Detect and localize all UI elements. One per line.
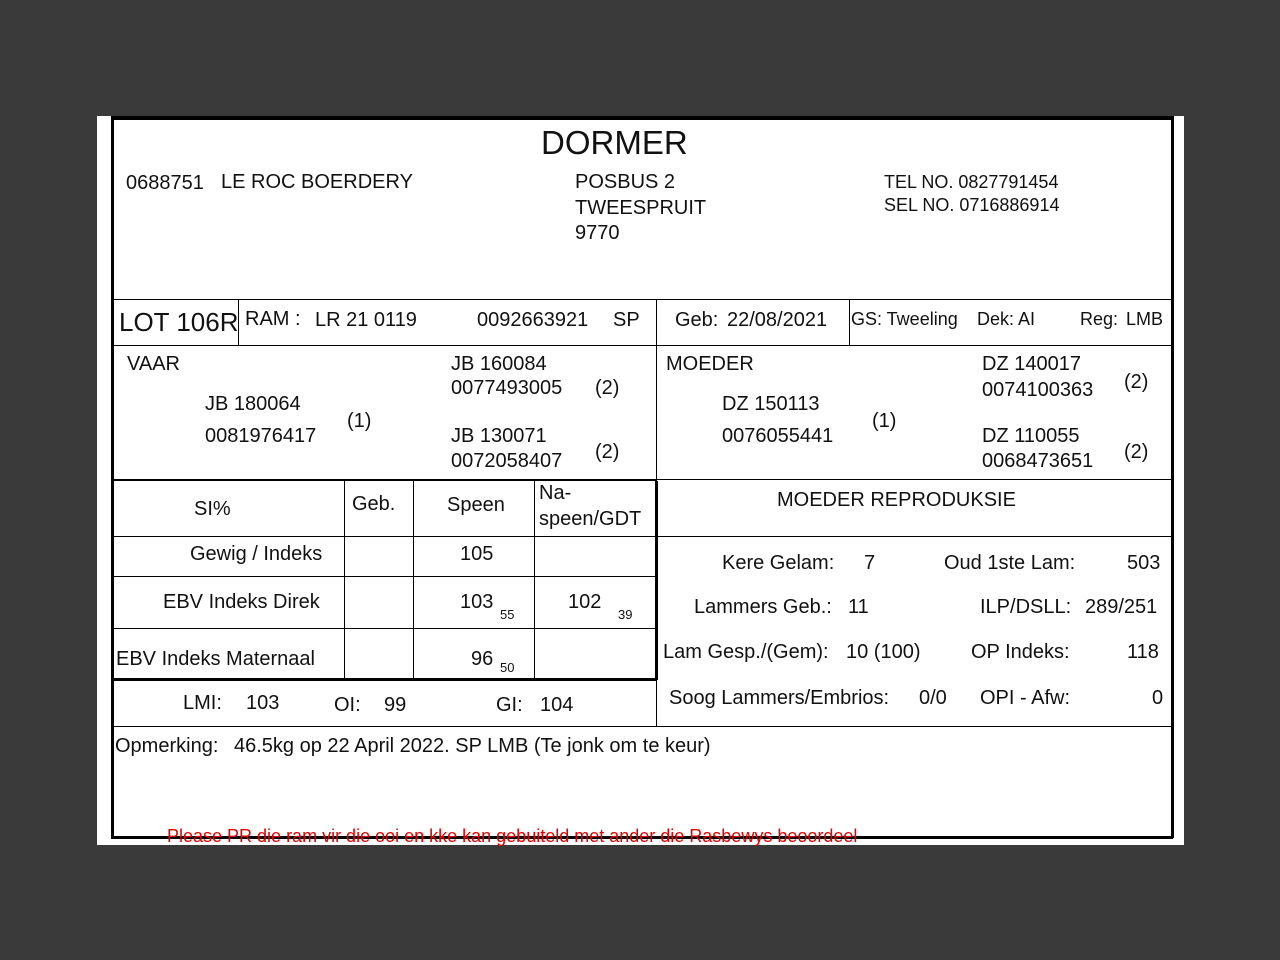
birth-header: Geb. bbox=[352, 493, 396, 515]
sire-sire-id: JB 160084 bbox=[451, 353, 547, 375]
lot-number: LOT 106R bbox=[119, 307, 239, 337]
frame-top bbox=[111, 116, 1173, 120]
sire-id: JB 180064 bbox=[205, 393, 301, 415]
frame-left bbox=[111, 116, 114, 838]
address-line-3: 9770 bbox=[575, 222, 620, 244]
owner-code: 0688751 bbox=[126, 172, 204, 194]
si-row-label: Gewig / Indeks bbox=[190, 543, 323, 565]
opi-deviation-label: OPI - Afw: bbox=[980, 687, 1071, 709]
divider bbox=[111, 299, 1173, 300]
birth-status: GS: Tweeling bbox=[851, 309, 958, 329]
si-row-wean-value: 105 bbox=[460, 543, 494, 565]
first-lamb-age-label: Oud 1ste Lam: bbox=[944, 552, 1076, 574]
op-index-value: 118 bbox=[1127, 641, 1159, 663]
sire-sire-number: 0077493005 bbox=[451, 377, 563, 399]
si-row-wean-value: 103 bbox=[460, 591, 494, 613]
divider bbox=[111, 726, 1173, 727]
divider bbox=[849, 299, 850, 345]
divider bbox=[656, 299, 657, 345]
birth-label: Geb: bbox=[675, 309, 719, 331]
dam-dam-tag: (2) bbox=[1124, 441, 1149, 463]
footer-note-clip bbox=[157, 826, 1137, 846]
ram-sp: SP bbox=[613, 309, 640, 331]
divider bbox=[111, 576, 657, 577]
address-line-2: TWEESPRUIT bbox=[575, 197, 707, 219]
catalog-card bbox=[97, 116, 1184, 845]
address-line-1: POSBUS 2 bbox=[575, 171, 676, 193]
sire-dam-tag: (2) bbox=[595, 441, 620, 463]
oi-label: OI: bbox=[334, 694, 361, 716]
post-wean-header-line-1: Na- bbox=[539, 482, 572, 504]
gi-value: 104 bbox=[540, 694, 574, 716]
ilp-value: 289/251 bbox=[1085, 596, 1158, 618]
lmi-value: 103 bbox=[246, 692, 280, 714]
divider bbox=[656, 681, 657, 726]
nursed-lambs-value: 0/0 bbox=[919, 687, 947, 709]
lambs-weaned-value: 10 (100) bbox=[846, 641, 921, 663]
post-wean-header-line-2: speen/GDT bbox=[539, 508, 642, 530]
dam-id: DZ 150113 bbox=[722, 393, 820, 415]
divider bbox=[111, 345, 1173, 346]
remarks-label: Opmerking: bbox=[115, 735, 219, 757]
reproduction-title: MOEDER REPRODUKSIE bbox=[777, 489, 1016, 511]
times-lambed-value: 7 bbox=[864, 552, 876, 574]
first-lamb-age-value: 503 bbox=[1127, 552, 1161, 574]
times-lambed-label: Kere Gelam: bbox=[722, 552, 835, 574]
sire-dam-number: 0072058407 bbox=[451, 450, 563, 472]
mating-type: Dek: AI bbox=[977, 309, 1036, 329]
dam-sire-id: DZ 140017 bbox=[982, 353, 1081, 375]
owner-name: LE ROC BOERDERY bbox=[221, 171, 413, 193]
opi-deviation-value: 0 bbox=[1152, 687, 1164, 709]
dam-dam-number: 0068473651 bbox=[982, 450, 1094, 472]
gi-label: GI: bbox=[496, 694, 523, 716]
ram-reg-number: 0092663921 bbox=[477, 309, 589, 331]
divider bbox=[655, 481, 658, 680]
lambs-weaned-label: Lam Gesp./(Gem): bbox=[663, 641, 829, 663]
ram-id: LR 21 0119 bbox=[315, 309, 417, 331]
divider bbox=[111, 628, 657, 629]
frame-right bbox=[1171, 116, 1174, 838]
sire-generation-tag: (1) bbox=[347, 410, 372, 432]
si-row-label: EBV Indeks Direk bbox=[163, 591, 320, 613]
tel-number: TEL NO. 0827791454 bbox=[884, 172, 1059, 192]
wean-header: Speen bbox=[447, 494, 505, 516]
divider bbox=[657, 479, 1173, 480]
nursed-lambs-label: Soog Lammers/Embrios: bbox=[669, 687, 890, 709]
ilp-label: ILP/DSLL: bbox=[980, 596, 1072, 618]
dam-sire-tag: (2) bbox=[1124, 371, 1149, 393]
remarks-text: 46.5kg op 22 April 2022. SP LMB (Te jonk om te keur) bbox=[234, 735, 711, 757]
breed-title: DORMER bbox=[541, 124, 688, 161]
lambs-born-value: 11 bbox=[848, 596, 869, 618]
divider bbox=[344, 481, 345, 678]
si-header: SI% bbox=[194, 498, 231, 520]
sire-dam-id: JB 130071 bbox=[451, 425, 547, 447]
sire-sire-tag: (2) bbox=[595, 377, 620, 399]
si-row-wean-accuracy: 55 bbox=[500, 607, 515, 622]
oi-value: 99 bbox=[384, 694, 407, 716]
dam-number: 0076055441 bbox=[722, 425, 834, 447]
lmi-label: LMI: bbox=[183, 692, 222, 714]
footer-note: Please PR die ram vir die ooi en kke kan gebuiteld met ander die Rasbewys beoordeel bbox=[167, 826, 858, 846]
divider bbox=[534, 481, 535, 678]
reg-value: LMB bbox=[1126, 309, 1164, 329]
op-index-label: OP Indeks: bbox=[971, 641, 1070, 663]
divider bbox=[413, 481, 414, 678]
sel-number: SEL NO. 0716886914 bbox=[884, 195, 1060, 215]
birth-date: 22/08/2021 bbox=[727, 309, 828, 331]
sire-number: 0081976417 bbox=[205, 425, 317, 447]
dam-generation-tag: (1) bbox=[872, 410, 897, 432]
si-row-wean-value: 96 bbox=[471, 648, 494, 670]
lambs-born-label: Lammers Geb.: bbox=[694, 596, 832, 618]
dam-dam-id: DZ 110055 bbox=[982, 425, 1080, 447]
si-row-wean-accuracy: 50 bbox=[500, 660, 515, 675]
sire-label: VAAR bbox=[127, 353, 180, 375]
si-row-post-wean-accuracy: 39 bbox=[618, 607, 633, 622]
si-row-post-wean-value: 102 bbox=[568, 591, 602, 613]
dam-sire-number: 0074100363 bbox=[982, 379, 1094, 401]
divider bbox=[657, 536, 1173, 537]
reg-label: Reg: bbox=[1080, 309, 1119, 329]
dam-label: MOEDER bbox=[666, 353, 754, 375]
divider bbox=[111, 678, 657, 681]
divider bbox=[656, 345, 657, 479]
divider bbox=[111, 479, 657, 481]
si-row-label: EBV Indeks Maternaal bbox=[116, 648, 315, 670]
ram-label: RAM : bbox=[245, 308, 301, 330]
divider bbox=[111, 536, 657, 537]
